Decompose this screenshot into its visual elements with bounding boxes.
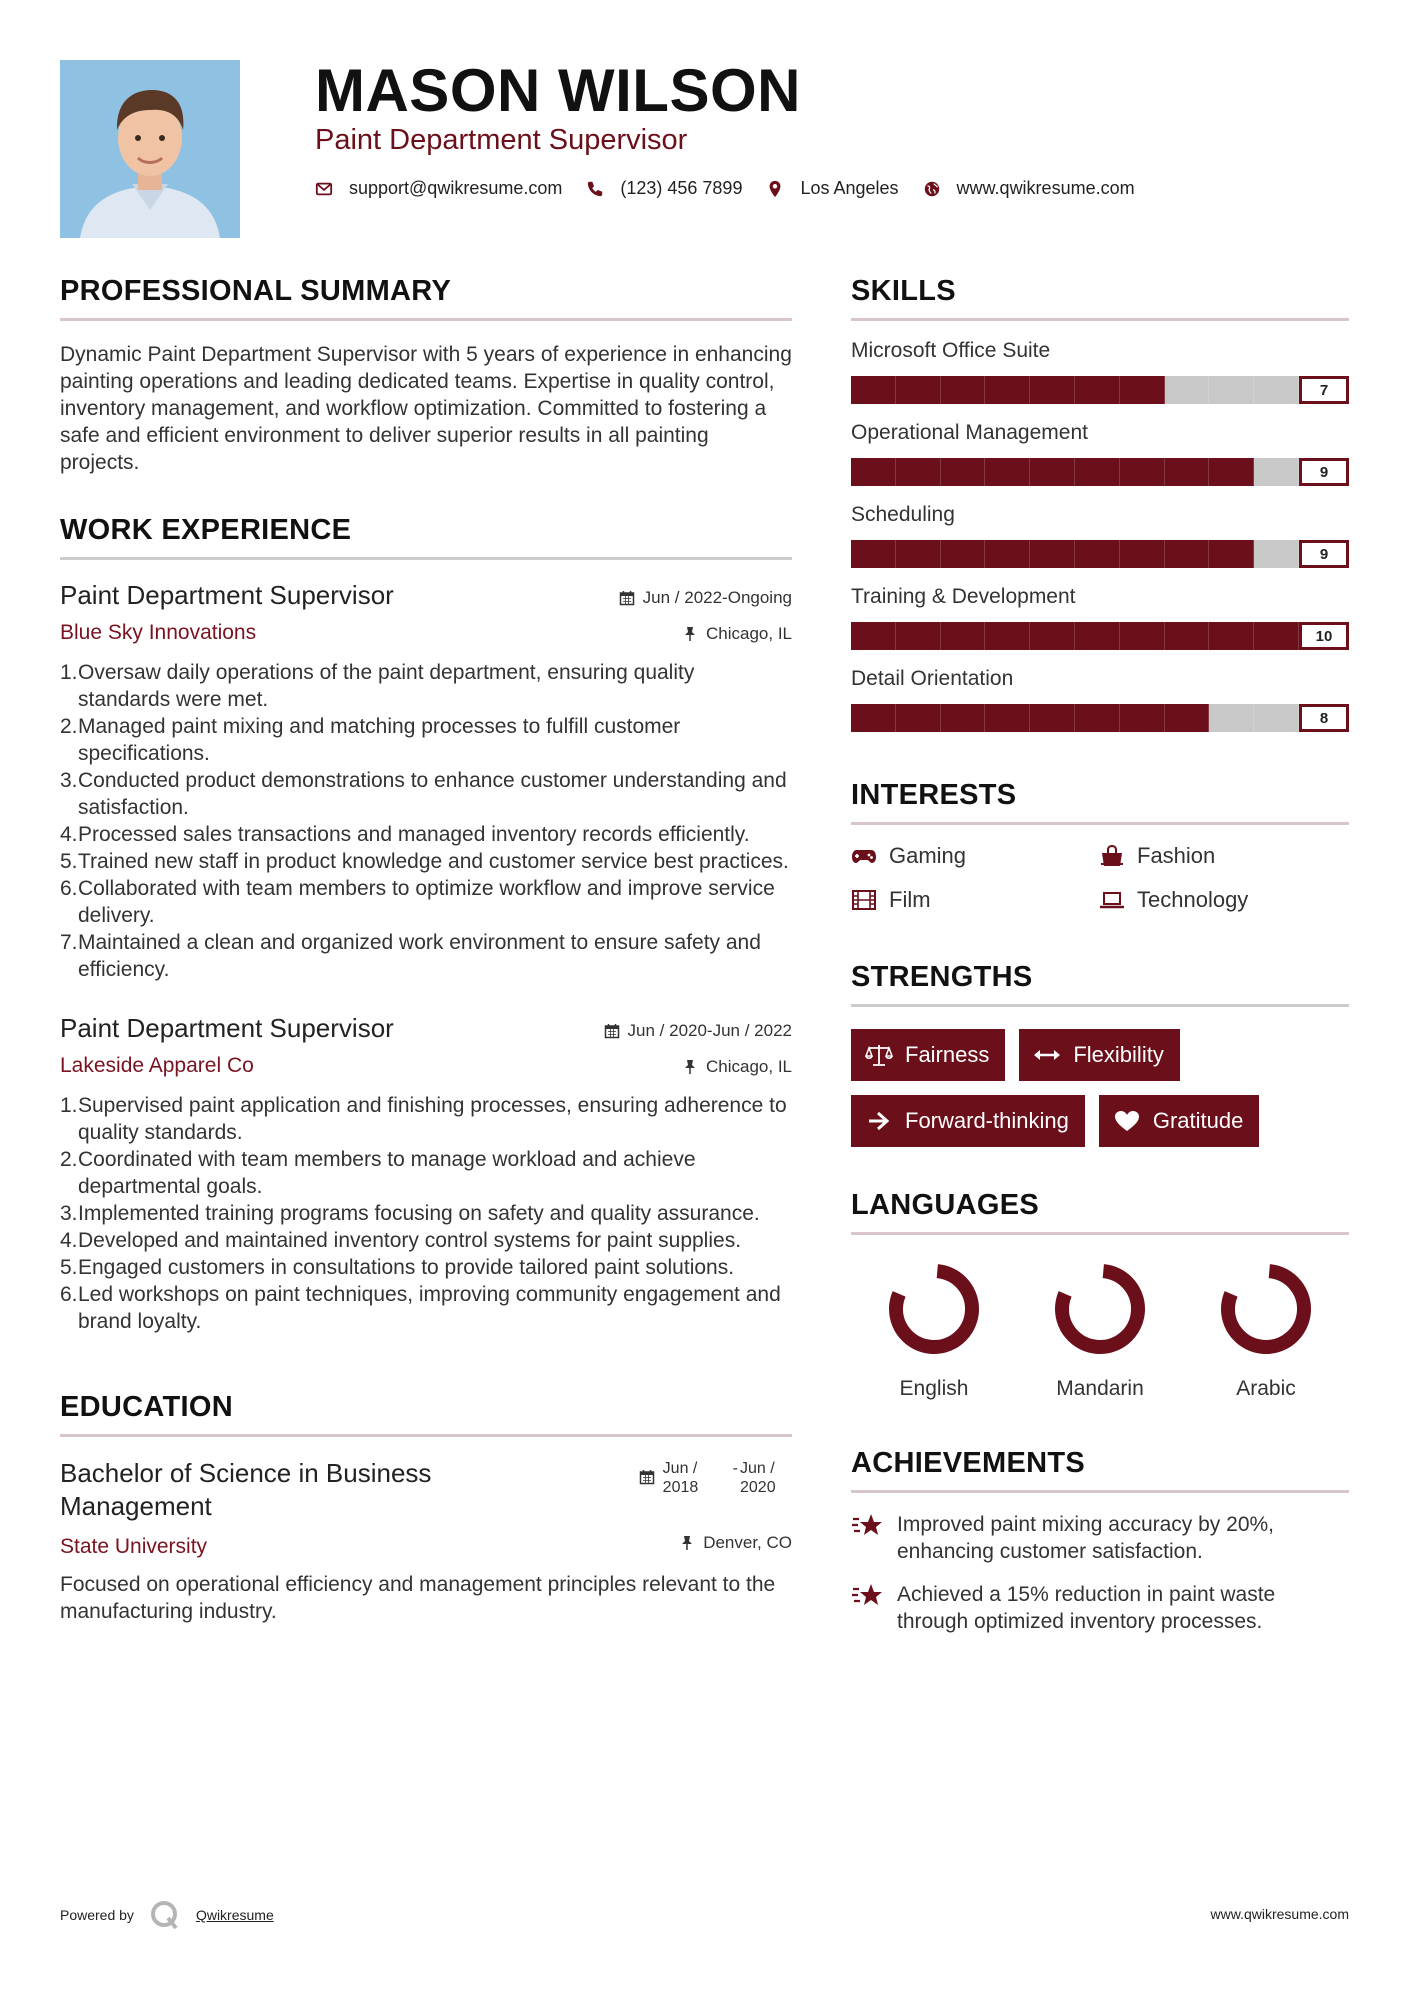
skills-section xyxy=(851,275,1349,731)
list-item: 7. Maintained a clean and organized work environment to ensure safety and efficiency. xyxy=(60,931,761,981)
job-date xyxy=(604,1021,792,1041)
job-date-text: Jun / 2020-Jun / 2022 xyxy=(627,1021,792,1040)
section-divider xyxy=(851,1004,1349,1007)
strengths-section xyxy=(851,961,1349,1161)
achievements-section xyxy=(851,1447,1349,1635)
summary-section xyxy=(60,275,792,476)
phone-icon xyxy=(586,180,604,198)
list-item: 3. Implemented training programs focusing on safety and quality assurance. xyxy=(60,1202,760,1225)
strength-label: Fairness xyxy=(905,1042,990,1067)
job-date xyxy=(619,588,792,608)
education-degree: Bachelor of Science in Business Management xyxy=(60,1458,432,1521)
heart-icon xyxy=(1113,1109,1141,1133)
job-location xyxy=(682,1057,792,1077)
education-date-end: Jun / 2020 xyxy=(740,1460,776,1496)
section-divider xyxy=(60,1434,792,1437)
job-date-text: Jun / 2022-Ongoing xyxy=(642,588,792,607)
balance-scale-icon xyxy=(865,1043,893,1067)
skill-score: 8 xyxy=(1299,704,1349,732)
gamepad-icon xyxy=(851,844,877,868)
skill-label: Scheduling xyxy=(851,503,955,526)
interests-heading: INTERESTS xyxy=(851,779,1017,811)
list-item: 4. Processed sales transactions and managed inventory records efficiently. xyxy=(60,823,750,846)
laptop-icon xyxy=(1099,888,1125,912)
experience-heading: WORK EXPERIENCE xyxy=(60,514,352,546)
language-item xyxy=(1017,1261,1183,1401)
strength-label: Flexibility xyxy=(1073,1042,1164,1067)
section-divider xyxy=(851,1232,1349,1235)
contact-website[interactable] xyxy=(923,178,1135,199)
job-title: Paint Department Supervisor xyxy=(60,1013,394,1043)
contact-phone-text: (123) 456 7899 xyxy=(620,178,743,198)
skill-level-bar xyxy=(851,455,1349,485)
list-item: 5. Trained new staff in product knowledge and customer service best practices. xyxy=(60,850,789,873)
job-responsibilities xyxy=(60,1092,792,1335)
language-label: Mandarin xyxy=(1056,1377,1144,1400)
job-entry xyxy=(60,580,792,983)
section-divider xyxy=(60,318,792,321)
skills-list xyxy=(851,339,1349,731)
pushpin-icon xyxy=(682,626,698,642)
interest-label: Film xyxy=(889,887,931,912)
star-award-icon xyxy=(851,1581,885,1611)
education-description: Focused on operational efficiency and management principles relevant to the manufacturing industry. xyxy=(60,1573,776,1623)
summary-text: Dynamic Paint Department Supervisor with 5 years of experience in enhancing painting operations and leading dedicated teams. Expertise in quality control, inventory management, and workflow optimization. Committed to fostering a safe and efficient environment to deliver superior results in all painting projects. xyxy=(60,343,792,474)
job-company: Blue Sky Innovations xyxy=(60,621,257,644)
language-level-ring xyxy=(1218,1261,1314,1357)
language-label: English xyxy=(899,1377,969,1400)
skill-label: Operational Management xyxy=(851,421,1088,444)
interest-item xyxy=(851,887,1099,913)
skill-segments xyxy=(851,540,1299,568)
calendar-icon xyxy=(604,1023,620,1039)
education-entry xyxy=(60,1457,792,1625)
skill-segments xyxy=(851,376,1299,404)
skill-score: 9 xyxy=(1299,540,1349,568)
skill-score: 7 xyxy=(1299,376,1349,404)
calendar-icon xyxy=(639,1469,655,1485)
skill-label: Detail Orientation xyxy=(851,667,1014,690)
strengths-heading: STRENGTHS xyxy=(851,961,1033,993)
languages-list xyxy=(851,1261,1349,1401)
language-level-ring xyxy=(1052,1261,1148,1357)
education-school: State University xyxy=(60,1535,208,1558)
education-location-text: Denver, CO xyxy=(703,1533,792,1552)
skill-level-bar xyxy=(851,373,1349,403)
qwikresume-link[interactable]: Qwikresume xyxy=(195,1907,274,1923)
interest-label: Gaming xyxy=(889,843,967,868)
achievement-text: Improved paint mixing accuracy by 20%, enhancing customer satisfaction. xyxy=(897,1513,1275,1563)
film-icon xyxy=(851,888,877,912)
skill-segments xyxy=(851,622,1299,650)
date-separator: - xyxy=(732,1460,738,1477)
job-location-text: Chicago, IL xyxy=(706,624,792,643)
pushpin-icon xyxy=(679,1535,695,1551)
arrows-horizontal-icon xyxy=(1033,1043,1061,1067)
list-item: 2. Coordinated with team members to manage workload and achieve departmental goals. xyxy=(60,1148,696,1198)
list-item: 1. Oversaw daily operations of the paint department, ensuring quality standards were met. xyxy=(60,661,695,711)
languages-section xyxy=(851,1189,1349,1401)
list-item: 1. Supervised paint application and finishing processes, ensuring adherence to quality standards. xyxy=(60,1094,787,1144)
summary-heading: PROFESSIONAL SUMMARY xyxy=(60,275,452,307)
job-responsibilities xyxy=(60,659,792,983)
job-location-text: Chicago, IL xyxy=(706,1057,792,1076)
qwikresume-logo-icon xyxy=(148,1898,182,1932)
skill-level-bar xyxy=(851,619,1349,649)
skill-label: Training & Development xyxy=(851,585,1076,608)
skill-label: Microsoft Office Suite xyxy=(851,339,1051,362)
section-divider xyxy=(851,318,1349,321)
education-location xyxy=(679,1533,792,1553)
section-divider xyxy=(851,822,1349,825)
achievement-item xyxy=(851,1581,1349,1635)
contact-website-text: www.qwikresume.com xyxy=(956,178,1135,198)
list-item: 6. Led workshops on paint techniques, improving community engagement and brand loyalty. xyxy=(60,1283,781,1333)
achievement-item xyxy=(851,1511,1349,1565)
strength-badge xyxy=(851,1095,1085,1147)
skill-segments xyxy=(851,704,1299,732)
achievement-text: Achieved a 15% reduction in paint waste through optimized inventory processes. xyxy=(897,1583,1276,1633)
contact-phone[interactable] xyxy=(586,178,742,199)
languages-heading: LANGUAGES xyxy=(851,1189,1039,1221)
skill-level-bar xyxy=(851,537,1349,567)
contact-location xyxy=(766,178,898,199)
envelope-icon xyxy=(315,180,333,198)
experience-section xyxy=(60,514,792,1335)
skills-heading: SKILLS xyxy=(851,275,956,307)
strength-badge xyxy=(851,1029,1005,1081)
star-award-icon xyxy=(851,1511,885,1541)
achievements-heading: ACHIEVEMENTS xyxy=(851,1447,1086,1479)
language-item xyxy=(851,1261,1017,1401)
interests-section xyxy=(851,779,1349,913)
interest-item xyxy=(1099,843,1347,869)
education-date-start: Jun / 2018 xyxy=(662,1460,699,1496)
education-heading: EDUCATION xyxy=(60,1391,233,1423)
interests-list xyxy=(851,843,1349,913)
section-divider xyxy=(851,1490,1349,1493)
contact-location-text: Los Angeles xyxy=(800,178,899,198)
achievements-list xyxy=(851,1511,1349,1635)
section-divider xyxy=(60,557,792,560)
strength-badge xyxy=(1099,1095,1260,1147)
education-dates xyxy=(639,1459,792,1497)
strengths-list xyxy=(851,1029,1349,1161)
education-section xyxy=(60,1391,792,1625)
interest-label: Fashion xyxy=(1137,843,1216,868)
skill-score: 9 xyxy=(1299,458,1349,486)
skill-level-bar xyxy=(851,701,1349,731)
strength-label: Gratitude xyxy=(1152,1108,1244,1133)
arrow-right-icon xyxy=(865,1109,893,1133)
job-company: Lakeside Apparel Co xyxy=(60,1054,254,1077)
right-column xyxy=(851,275,1349,1651)
strength-label: Forward-thinking xyxy=(905,1108,1069,1133)
list-item: 4. Developed and maintained inventory control systems for paint supplies. xyxy=(60,1229,742,1252)
map-pin-icon xyxy=(766,180,784,198)
contact-email[interactable] xyxy=(315,178,562,199)
skill-segments xyxy=(851,458,1299,486)
job-title: Paint Department Supervisor xyxy=(60,580,394,610)
skill-score: 10 xyxy=(1299,622,1349,650)
interest-item xyxy=(1099,887,1347,913)
contact-bar xyxy=(315,178,1135,199)
globe-icon xyxy=(923,180,941,198)
job-entry xyxy=(60,1013,792,1335)
list-item: 3. Conducted product demonstrations to enhance customer understanding and satisfaction. xyxy=(60,769,787,819)
list-item: 6. Collaborated with team members to optimize workflow and improve service delivery. xyxy=(60,877,775,927)
candidate-title: Paint Department Supervisor xyxy=(315,124,688,156)
footer-website[interactable]: www.qwikresume.com xyxy=(1210,1906,1349,1922)
profile-photo xyxy=(60,60,240,238)
footer-powered-by xyxy=(60,1898,274,1932)
interest-label: Technology xyxy=(1137,887,1249,912)
left-column xyxy=(60,275,792,1625)
candidate-name: MASON WILSON xyxy=(315,57,801,124)
list-item: 2. Managed paint mixing and matching processes to fulfill customer specifications. xyxy=(60,715,681,765)
interest-item xyxy=(851,843,1099,869)
pushpin-icon xyxy=(682,1059,698,1075)
language-item xyxy=(1183,1261,1349,1401)
strength-badge xyxy=(1019,1029,1179,1081)
job-location xyxy=(682,624,792,644)
shopping-bag-icon xyxy=(1099,844,1125,868)
powered-by-label: Powered by xyxy=(60,1907,134,1923)
contact-email-text: support@qwikresume.com xyxy=(349,178,563,198)
language-level-ring xyxy=(886,1261,982,1357)
calendar-icon xyxy=(619,590,635,606)
language-label: Arabic xyxy=(1236,1377,1296,1400)
list-item: 5. Engaged customers in consultations to provide tailored paint solutions. xyxy=(60,1256,735,1279)
